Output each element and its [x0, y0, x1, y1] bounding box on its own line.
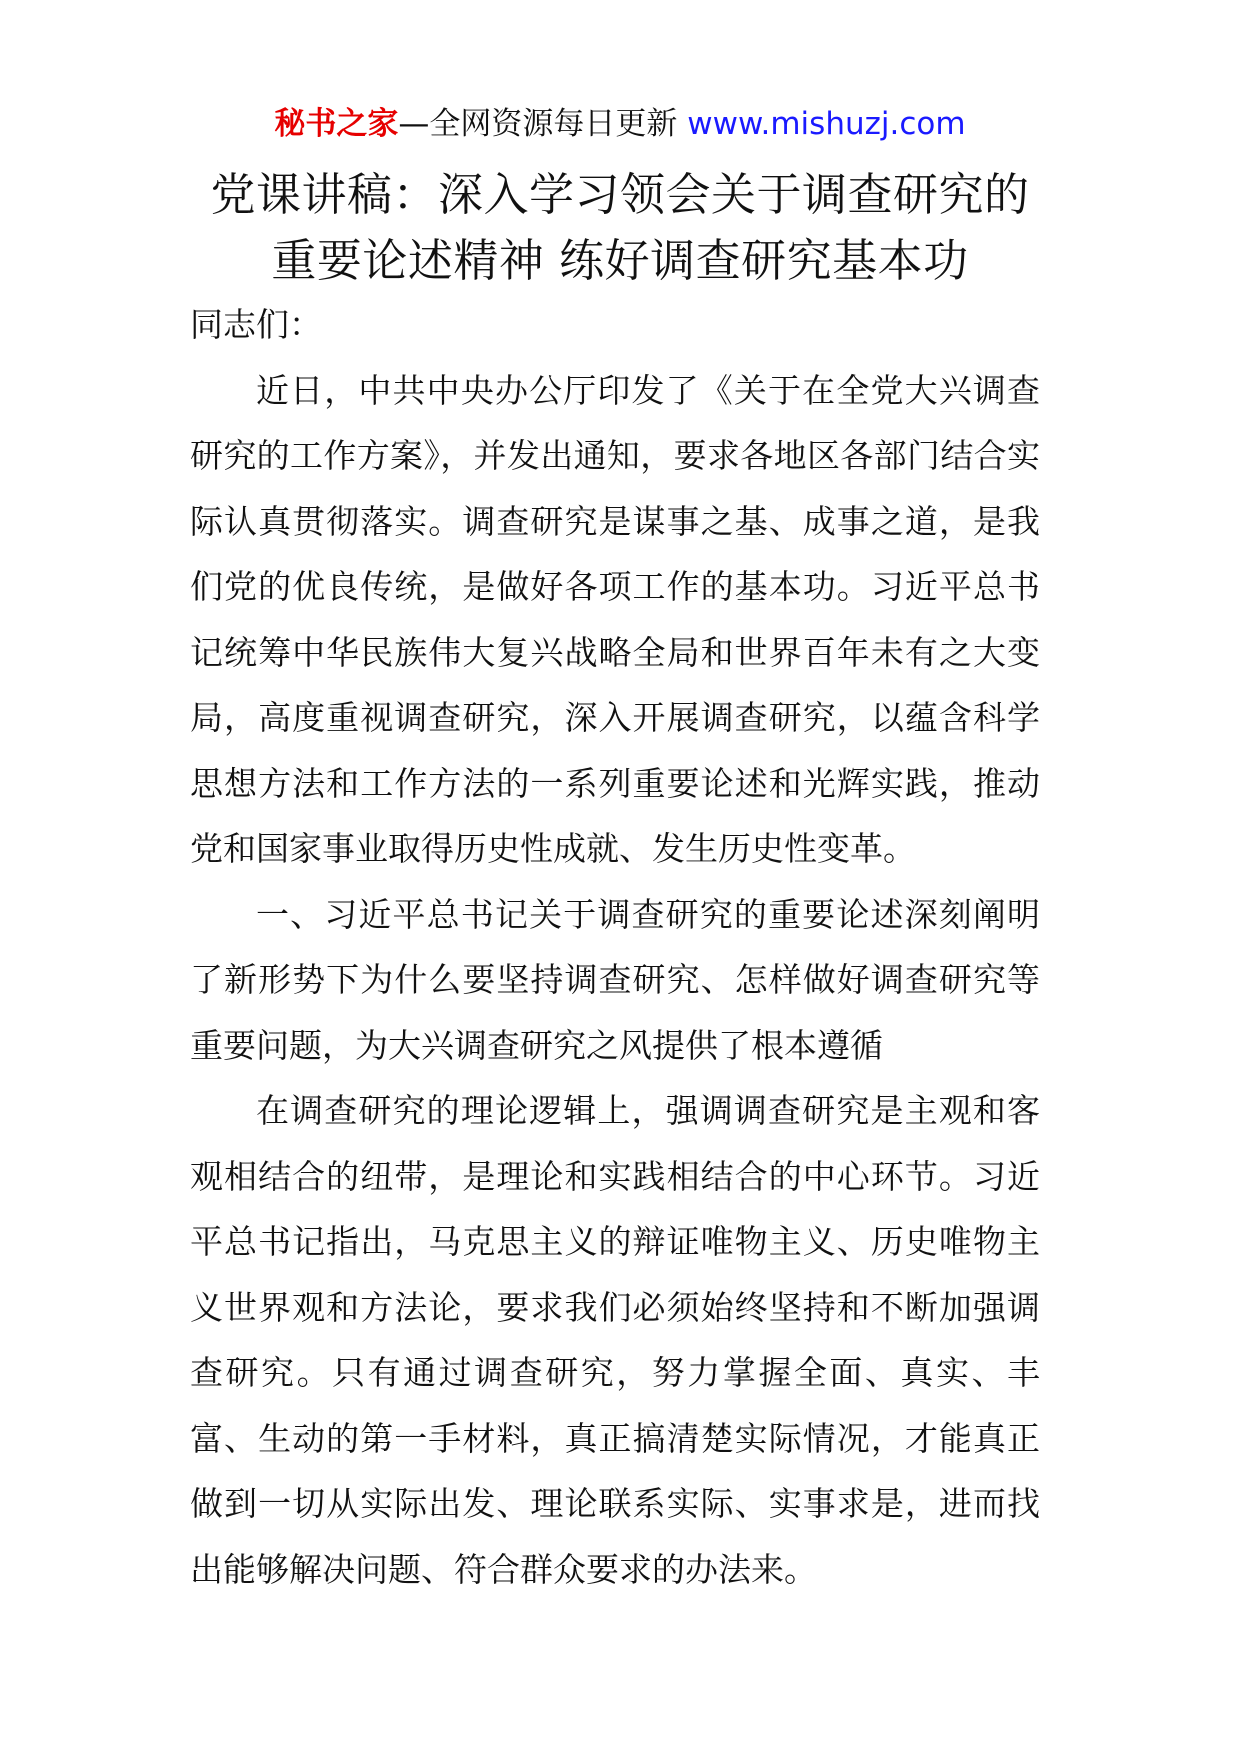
site-url-link[interactable]: www.mishuzj.com: [687, 106, 966, 142]
paragraph-theory-logic: 在调查研究的理论逻辑上，强调调查研究是主观和客观相结合的纽带，是理论和实践相结合的中心环节。习近平总书记指出，马克思主义的辩证唯物主义、历史唯物主义世界观和方法论，要求我们必须始终坚持和不断加强调查研究。只有通过调查研究，努力掌握全面、真实、丰富、生动的第一手材料，真正搞清楚实际情况，才能真正做到一切从实际出发、理论联系实际、实事求是，进而找出能够解决问题、符合群众要求的办法来。: [190, 1091, 1040, 1589]
document-body: [190, 292, 1040, 1602]
section-heading-1: 一、习近平总书记关于调查研究的重要论述深刻阐明了新形势下为什么要坚持调查研究、怎样做好调查研究等重要问题，为大兴调查研究之风提供了根本遵循: [190, 894, 1040, 1065]
site-header: [0, 100, 1240, 148]
title-line-2: 重要论述精神 练好调查研究基本功: [271, 234, 969, 287]
brand-name: 秘书之家: [274, 106, 399, 142]
document-title: [120, 162, 1120, 294]
paragraph-intro: 近日，中共中央办公厅印发了《关于在全党大兴调查研究的工作方案》，并发出通知，要求各地区各部门结合实际认真贯彻落实。调查研究是谋事之基、成事之道，是我们党的优良传统，是做好各项工作的基本功。习近平总书记统筹中华民族伟大复兴战略全局和世界百年未有之大变局，高度重视调查研究，深入开展调查研究，以蕴含科学思想方法和工作方法的一系列重要论述和光辉实践，推动党和国家事业取得历史性成就、发生历史性变革。: [190, 370, 1040, 868]
header-tagline: —全网资源每日更新: [398, 106, 688, 142]
salutation: 同志们：: [190, 305, 322, 344]
title-line-1: 党课讲稿：深入学习领会关于调查研究的: [210, 168, 1030, 221]
